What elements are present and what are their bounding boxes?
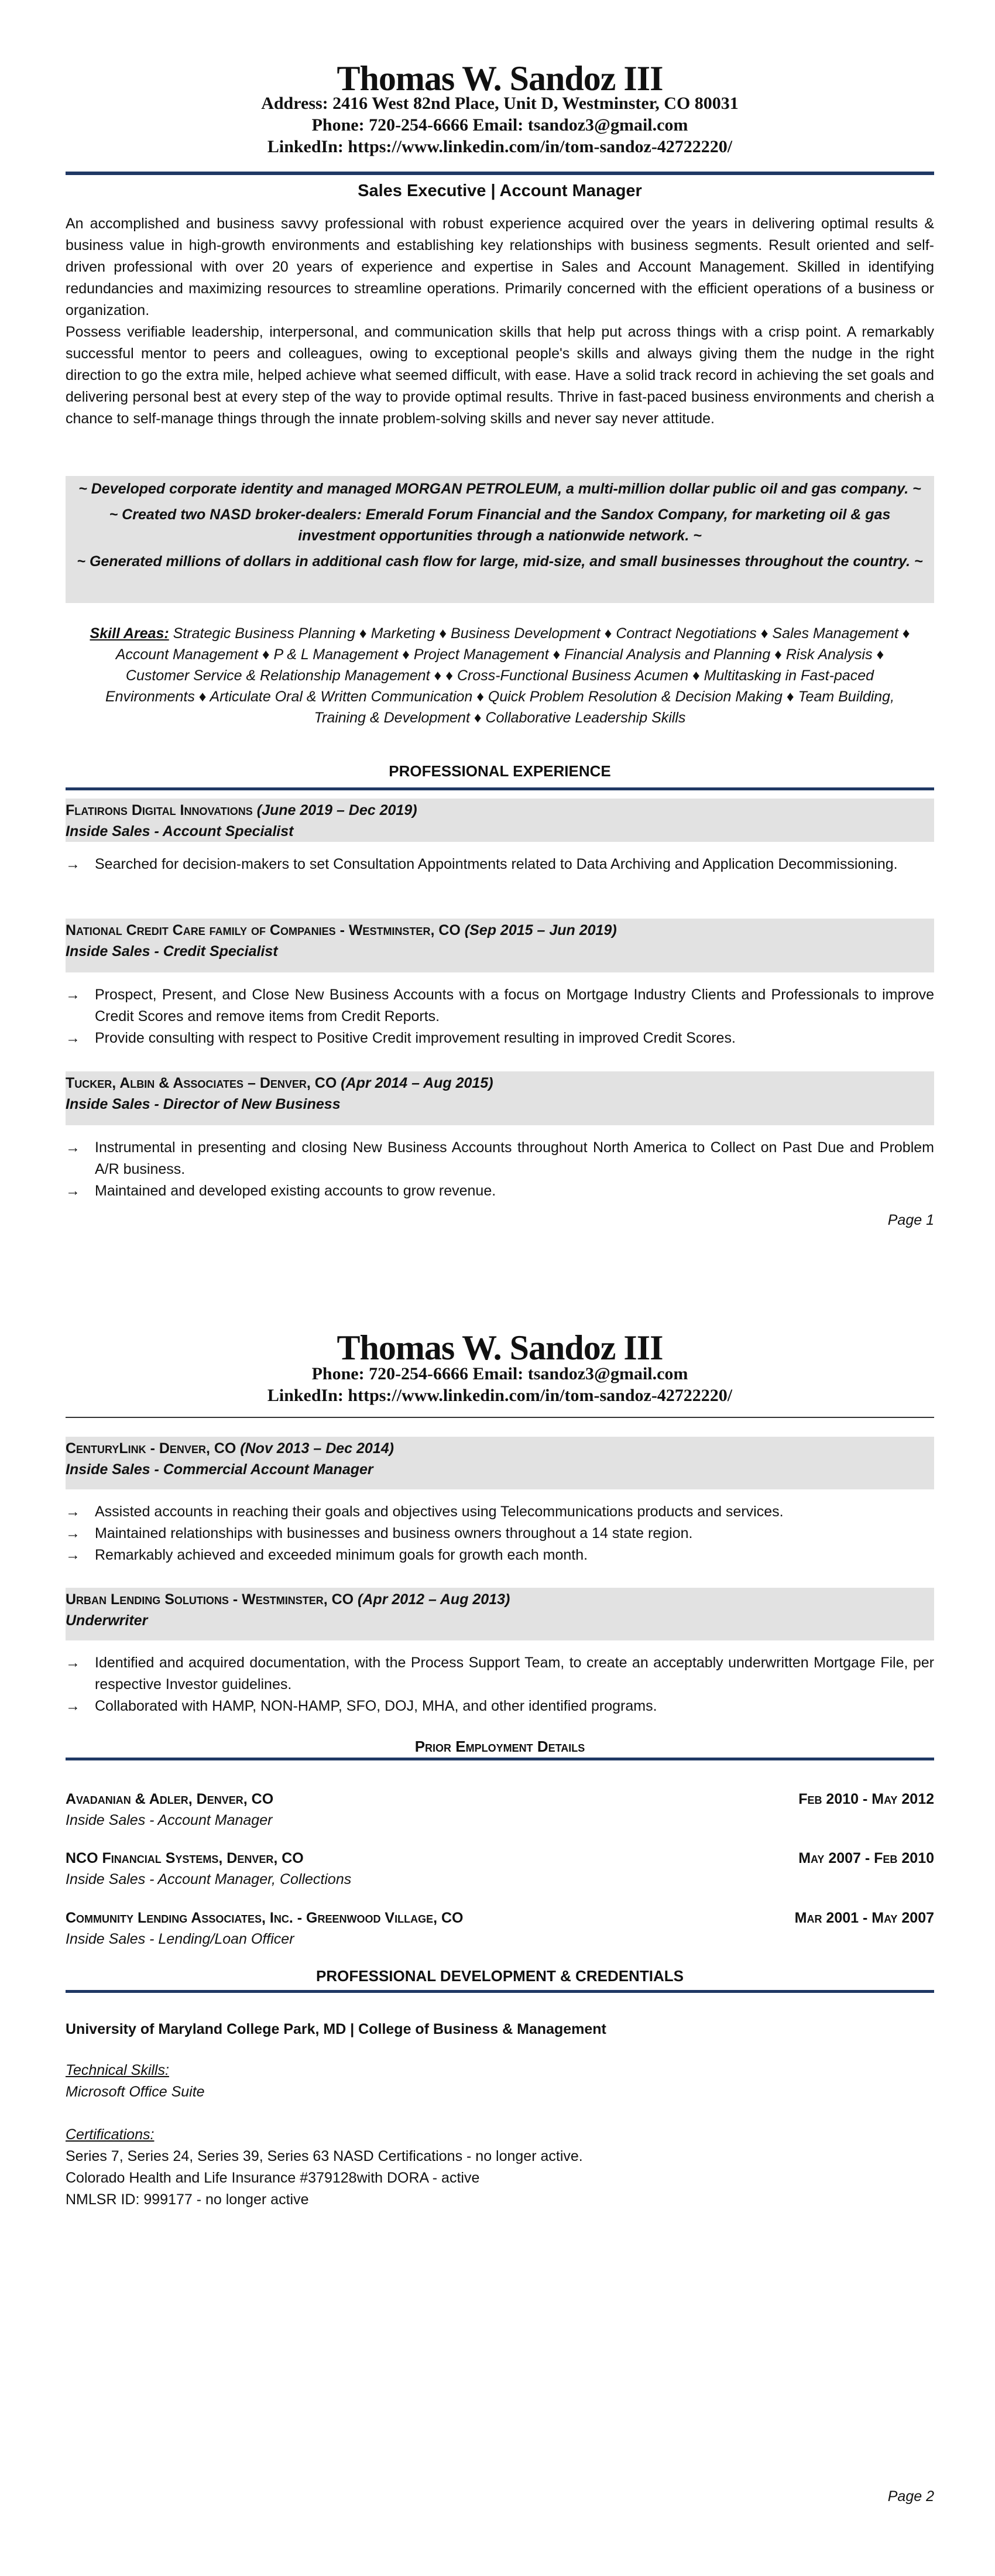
job-title: Inside Sales - Account Manager (66, 1812, 273, 1828)
job-bullet: → Maintained and developed existing accounts to grow revenue. (66, 1180, 934, 1202)
candidate-name: Thomas W. Sandoz III (337, 1328, 663, 1367)
job-title: Inside Sales - Account Specialist (66, 823, 294, 840)
certification: Series 7, Series 24, Series 39, Series 63 NASD Certifications - no longer active. (66, 2148, 583, 2164)
page-number: Page 1 (887, 1212, 934, 1228)
certifications-label: Certifications: (66, 2126, 155, 2143)
job-bullet: → Provide consulting with respect to Positive Credit improvement resulting in improved Credit Scores. (66, 1027, 934, 1049)
skill-areas-label: Skill Areas: (90, 625, 169, 642)
certification: Colorado Health and Life Insurance #379128with DORA - active (66, 2170, 480, 2186)
job-bullet: → Identified and acquired documentation, with the Process Support Team, to create an acceptably underwritten Mortgage File, per respective Investor guidelines. (66, 1652, 934, 1695)
prior-entry (66, 1789, 934, 1831)
company-name: Tucker, Albin & Associates – Denver, CO (66, 1075, 337, 1091)
job-title: Inside Sales - Account Manager, Collections (66, 1871, 352, 1888)
prior-entry (66, 1907, 934, 1950)
company-name: Avadanian & Adler, Denver, CO (66, 1791, 274, 1807)
job-dates: (Sep 2015 – Jun 2019) (460, 922, 617, 938)
job-bullet: → Searched for decision-makers to set Consultation Appointments related to Data Archiving and Application Decommissioning. (66, 854, 934, 875)
prior-divider (66, 1758, 934, 1760)
credentials-divider (66, 1990, 934, 1993)
highlight: ~ Created two NASD broker-dealers: Emerald Forum Financial and the Sandox Company, for marketing oil & gas investment opportunities through a nationwide network. ~ (109, 506, 891, 544)
education: University of Maryland College Park, MD | College of Business & Management (66, 2021, 606, 2037)
prior-employment-heading: Prior Employment Details (414, 1738, 585, 1755)
linkedin-url[interactable]: LinkedIn: https://www.linkedin.com/in/tom-sandoz-42722220/ (267, 1386, 733, 1405)
arrow-icon: → (66, 1183, 80, 1199)
certifications (66, 2124, 934, 2211)
highlight: ~ Developed corporate identity and managed MORGAN PETROLEUM, a multi-million dollar public oil and gas company. ~ (78, 481, 921, 497)
job-title: Inside Sales - Director of New Business (66, 1096, 341, 1112)
prior-entry (66, 1848, 934, 1890)
skill-areas-list: Strategic Business Planning ♦ Marketing ♦ Business Development ♦ Contract Negotiations ♦ Sales Management ♦ Account Management ♦ P & L Management ♦ Project Management ♦ Financial Analysis and Planning ♦ Risk Analysis ♦ Customer Service & Relationship Management ♦ ♦ Cross-Functional Business Acumen ♦ Multitasking in Fast-paced Environments ♦ Articulate Oral & Written Communication ♦ Quick Problem Resolution & Decision Making ♦ Team Building, Training & Development ♦ Collaborative Leadership Skills (105, 625, 910, 726)
job-entry (66, 1071, 934, 1202)
job-entry (66, 1588, 934, 1717)
job-entry (66, 919, 934, 1049)
linkedin-url[interactable]: LinkedIn: https://www.linkedin.com/in/tom-sandoz-42722220/ (267, 137, 733, 156)
job-dates: (Nov 2013 – Dec 2014) (236, 1440, 394, 1457)
phone-email: Phone: 720-254-6666 Email: tsandoz3@gmail.com (311, 1364, 688, 1383)
arrow-icon: → (66, 856, 80, 872)
job-bullet: → Prospect, Present, and Close New Business Accounts with a focus on Mortgage Industry Clients and Professionals to improve Credit Scores and remove items from Credit Reports. (66, 984, 934, 1027)
highlight: ~ Generated millions of dollars in additional cash flow for large, mid-size, and small businesses throughout the country. ~ (77, 553, 923, 570)
arrow-icon: → (66, 1030, 80, 1046)
job-bullet: → Collaborated with HAMP, NON-HAMP, SFO, DOJ, MHA, and other identified programs. (66, 1695, 934, 1717)
job-bullet: → Remarkably achieved and exceeded minimum goals for growth each month. (66, 1544, 934, 1566)
job-bullet: → Instrumental in presenting and closing New Business Accounts throughout North America to Collect on Past Due and Problem A/R business. (66, 1137, 934, 1180)
job-entry (66, 799, 934, 875)
summary (66, 213, 934, 430)
phone-email: Phone: 720-254-6666 Email: tsandoz3@gmail.com (311, 115, 688, 135)
summary-paragraph: Possess verifiable leadership, interpersonal, and communication skills that help put across things with a crisp point. A remarkably successful mentor to peers and colleagues, owing to exceptional people's skills and always giving them the nudge in the right direction to go the extra mile, helped achieve what seemed difficult, with ease. Have a solid track record in achieving the set goals and delivering personal best at every step of the way to provide optimal results. Thrive in fast-paced business environments and cherish a chance to self-manage things through the innate problem-solving skills and never say never attitude. (66, 324, 934, 427)
resume-header (66, 60, 934, 157)
summary-paragraph: An accomplished and business savvy professional with robust experience acquired over the years in delivering optimal results & business value in high-growth environments and establishing key relationships with business segments. Result oriented and self-driven professional with over 20 years of experience and expertise in Sales and Account Management. Skilled in identifying redundancies and maximizing resources to streamline operations. Primarily concerned with the efficient operations of a business or organization. (66, 215, 934, 318)
technical-skills-value: Microsoft Office Suite (66, 2084, 205, 2100)
company-name: NCO Financial Systems, Denver, CO (66, 1850, 304, 1866)
job-title: Underwriter (66, 1612, 148, 1629)
credentials-heading: PROFESSIONAL DEVELOPMENT & CREDENTIALS (316, 1967, 684, 1985)
experience-heading: PROFESSIONAL EXPERIENCE (389, 762, 611, 780)
company-name: National Credit Care family of Companies - Westminster, CO (66, 922, 461, 938)
job-title: Inside Sales - Commercial Account Manager (66, 1461, 373, 1478)
arrow-icon: → (66, 1525, 80, 1542)
job-dates: (June 2019 – Dec 2019) (252, 802, 417, 818)
job-dates: Mar 2001 - May 2007 (794, 1910, 934, 1926)
arrow-icon: → (66, 1547, 80, 1563)
highlights-box (66, 476, 934, 603)
arrow-icon: → (66, 1139, 80, 1156)
company-name: Community Lending Associates, Inc. - Greenwood Village, CO (66, 1910, 464, 1926)
job-bullet: → Maintained relationships with businesses and business owners throughout a 14 state region. (66, 1523, 934, 1544)
page-number: Page 2 (887, 2488, 934, 2505)
header-divider (66, 172, 934, 175)
experience-divider (66, 787, 934, 790)
technical-skills-label: Technical Skills: (66, 2062, 169, 2078)
address: Address: 2416 West 82nd Place, Unit D, Westminster, CO 80031 (261, 94, 739, 113)
arrow-icon: → (66, 986, 80, 1003)
job-dates: Feb 2010 - May 2012 (798, 1791, 934, 1807)
job-entry (66, 1437, 934, 1566)
certification: NMLSR ID: 999177 - no longer active (66, 2191, 309, 2208)
arrow-icon: → (66, 1698, 80, 1714)
technical-skills (66, 2060, 934, 2103)
resume-header-page2 (66, 1329, 934, 1406)
job-dates: (Apr 2014 – Aug 2015) (337, 1075, 493, 1091)
arrow-icon: → (66, 1503, 80, 1520)
job-dates: (Apr 2012 – Aug 2013) (354, 1591, 510, 1608)
candidate-name: Thomas W. Sandoz III (337, 59, 663, 98)
job-bullet: → Assisted accounts in reaching their goals and objectives using Telecommunications products and services. (66, 1501, 934, 1523)
header-divider (66, 1417, 934, 1418)
job-dates: May 2007 - Feb 2010 (798, 1850, 934, 1866)
headline: Sales Executive | Account Manager (358, 181, 642, 200)
arrow-icon: → (66, 1654, 80, 1671)
skill-areas (66, 623, 934, 728)
job-title: Inside Sales - Credit Specialist (66, 943, 278, 960)
company-name: Urban Lending Solutions - Westminster, CO (66, 1591, 354, 1608)
company-name: Flatirons Digital Innovations (66, 802, 253, 818)
job-title: Inside Sales - Lending/Loan Officer (66, 1931, 294, 1947)
company-name: CenturyLink - Denver, CO (66, 1440, 236, 1457)
